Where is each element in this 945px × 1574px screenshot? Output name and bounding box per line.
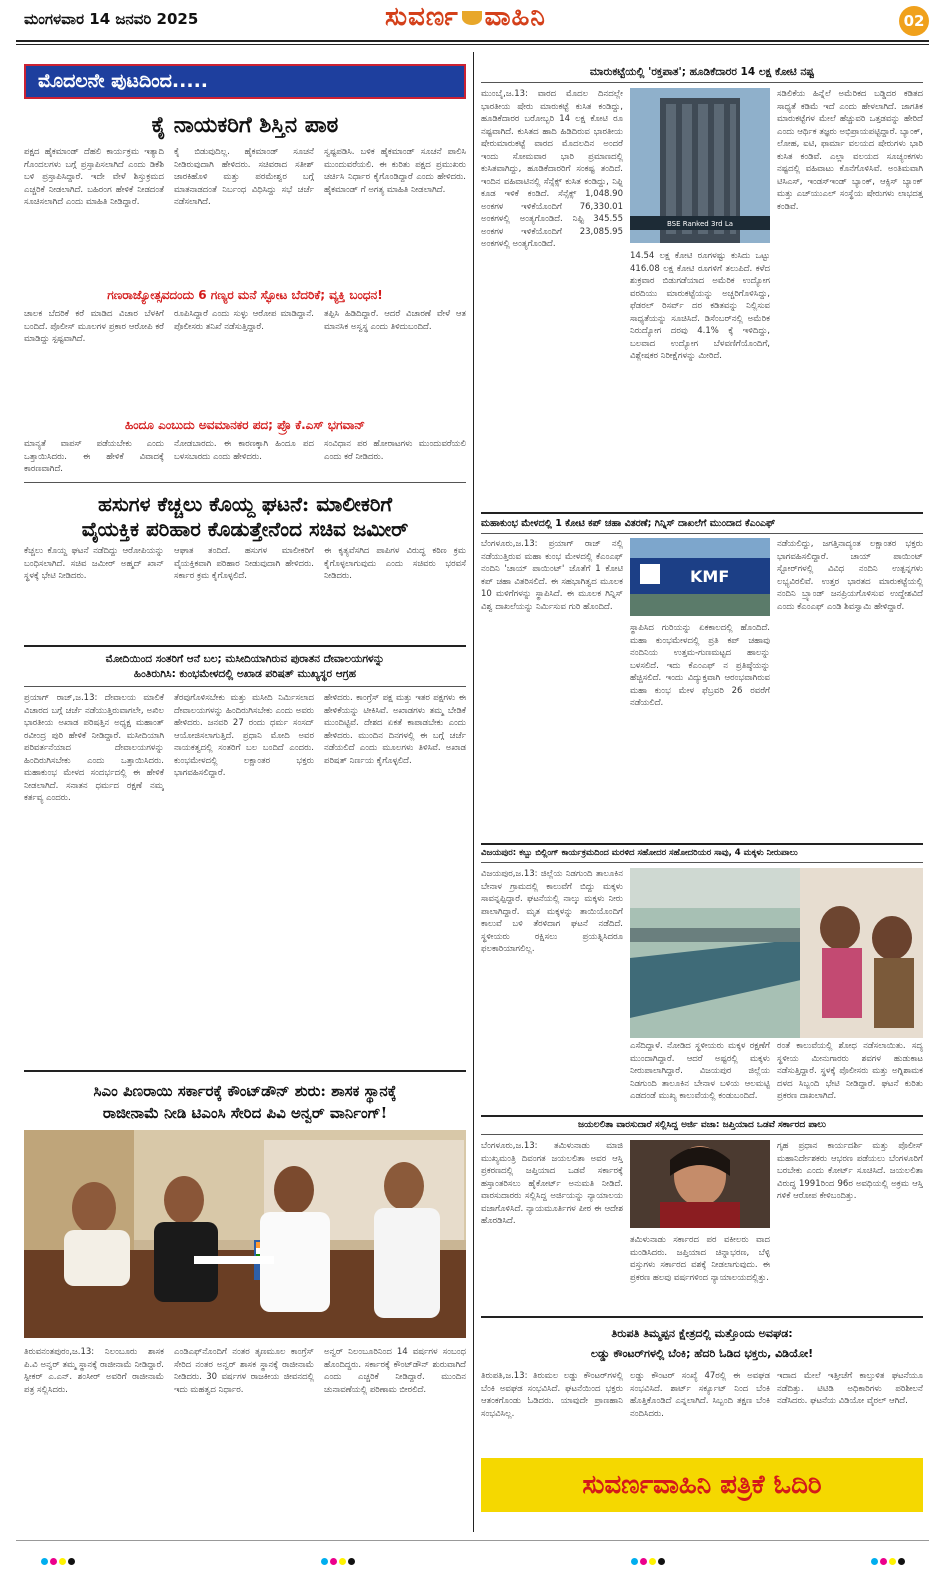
header-rule (16, 40, 929, 42)
kmf-sign-text: KMF (690, 567, 730, 586)
a6-col3: ಅನ್ವರ್ ನಿಲಂಬೂರಿನಿಂದ 14 ವರ್ಷಗಳ ಸಂಬಂಧ ಹೊಂದಿದ್ದರು. ಸರ್ಕಾರಕ್ಕೆ ಕೌಂಟ್‌ಡೌನ್ ಶುರುವಾಗಿದೆ ಎಂದು ಎಚ್ಚರಿಕೆ ನೀಡಿದ್ದಾರೆ. ಮುಂದಿನ ಚುನಾವಣೆಯಲ್ಲಿ ಪರಿಣಾಮ ಬೀರಲಿದೆ. (324, 1347, 466, 1395)
b4-col3: ತಮಿಳುನಾಡು ಸರ್ಕಾರದ ಪರ ವಕೀಲರು ವಾದ ಮಂಡಿಸಿದರು. ಜಪ್ತಿಯಾದ ಚಿನ್ನಾಭರಣ, ಬೆಳ್ಳಿ ವಸ್ತುಗಳು ಸರ್ಕಾರದ ವಶಕ್ಕೆ ನೀಡಲಾಗುವುದು. ಈ ಪ್ರಕರಣ ಹಲವು ವರ್ಷಗಳಿಂದ ನ್ಯಾಯಾಲಯದಲ್ಲಿತ್ತು. (630, 1235, 770, 1283)
headline-b3: ವಿಜಯಪುರ: ಕಬ್ಬು ಬಿಲ್ಲಿಂಗ್ ಕಾರ್ಯಕ್ರಮದಿಂದ ಮರಳಿದ ಸಹೋದರ ಸಹೋದರಿಯರ ಸಾವು, 4 ಮಕ್ಕಳು ನೀರುಪಾಲು (481, 848, 798, 858)
headline-a6-line2: ರಾಜೀನಾಮೆ ನೀಡಿ ಟಿಎಂಸಿ ಸೇರಿದ ಪಿವಿ ಅನ್ವರ್ ವಾರ್ನಿಂಗ್! (102, 1104, 388, 1122)
b3-col1: ವಿಜಯಪುರ,ಜ.13: ಜಿಲ್ಲೆಯ ನಿಡಗುಂದಿ ತಾಲೂಕಿನ ಬೇನಾಳ ಗ್ರಾಮದಲ್ಲಿ ಕಾಲುವೆಗೆ ಬಿದ್ದು ಮಕ್ಕಳು ಸಾವನ್ನಪ್ಪಿದ್ದಾರೆ. ಘಟನೆಯಲ್ಲಿ ನಾಲ್ಕು ಮಕ್ಕಳು ನೀರು ಪಾಲಾಗಿದ್ದಾರೆ. ಮೃತ ಮಕ್ಕಳನ್ನು ತಾಯಿಯೊಂದಿಗೆ ಕಾಲುವೆ ಬಳಿ ತೆರಳಿದಾಗ ಘಟನೆ ನಡೆದಿದೆ. ಸ್ಥಳೀಯರು ರಕ್ಷಿಸಲು ಪ್ರಯತ್ನಿಸಿದರೂ ಫಲಕಾರಿಯಾಗಲಿಲ್ಲ. (481, 869, 623, 954)
canal-photo (630, 868, 923, 1038)
print-registration-marks (630, 1550, 666, 1562)
a5-col3: ಹೇಳಿದರು. ಕಾಂಗ್ರೆಸ್ ಪಕ್ಷ ಮತ್ತು ಇತರ ಪಕ್ಷಗಳು ಈ ಹೇಳಿಕೆಯನ್ನು ಟೀಕಿಸಿವೆ. ಅಖಾಡಗಳು ತಮ್ಮ ಬೇಡಿಕೆ ಮುಂದಿಟ್ಟಿವೆ. ದೇಶದ ಏಕತೆ ಕಾಪಾಡಬೇಕು ಎಂದು ಹೇಳಿದರು. ಮುಂದಿನ ದಿನಗಳಲ್ಲಿ ಈ ಬಗ್ಗೆ ಚರ್ಚೆ ನಡೆಯಲಿದೆ ಎಂದು ಮೂಲಗಳು ತಿಳಿಸಿವೆ. ಅಖಾಡ ಪರಿಷತ್ ನಿರ್ಣಯ ಕೈಗೊಳ್ಳಲಿದೆ. (324, 693, 466, 766)
b5-col1: ತಿರುಪತಿ,ಜ.13: ತಿರುಮಲ ಲಡ್ಡು ಕೌಂಟರ್‌ಗಳಲ್ಲಿ ಬೆಂಕಿ ಅವಘಡ ಸಂಭವಿಸಿದೆ. ಘಟನೆಯಿಂದ ಭಕ್ತರು ಆತಂಕಗೊಂಡು ಓಡಿದರು. ಯಾವುದೇ ಪ್ರಾಣಹಾನಿ ಸಂಭವಿಸಿಲ್ಲ. (481, 1371, 623, 1419)
rule (481, 82, 923, 83)
a1-col2: ಕೈ ಬಿಡುವುದಿಲ್ಲ. ಹೈಕಮಾಂಡ್ ಸೂಚನೆ ನೀಡಿರುವುದಾಗಿ ಹೇಳಿದರು. ಸಚಿವರಾದ ಸತೀಶ್ ಜಾರಕಿಹೊಳಿ ಮತ್ತು ಪರಮೇಶ್ವರ ಬಗ್ಗೆ ಮಾತನಾಡದಂತೆ ನಿರ್ಬಂಧ ವಿಧಿಸಿದ್ದು ಸಭೆ ಚರ್ಚೆ ನಡೆಸಲಾಗಿದೆ. (174, 147, 314, 207)
column-divider (473, 52, 474, 1532)
masthead-part-a: ಸುವರ್ಣ (385, 2, 459, 32)
kmf-photo (630, 538, 770, 616)
a1-col1: ಪಕ್ಷದ ಹೈಕಮಾಂಡ್ ದೆಹಲಿ ಕಾರ್ಯಕ್ರಮ ಇತ್ಯಾದಿ ಗೊಂದಲಗಳು ಬಗ್ಗೆ ಪ್ರಸ್ತಾಪಿಸಲಾಗಿದೆ ಎಂದು ಡಿಕೆಶಿ ಬಳಿ ಪ್ರಸ್ತಾಪಿಸಿದ್ದಾರೆ. ಇದೇ ವೇಳೆ ಶಿಸ್ತುಕ್ರಮದ ಎಚ್ಚರಿಕೆ ನೀಡಲಾಗಿದೆ. ಬಹಿರಂಗ ಹೇಳಿಕೆ ನೀಡದಂತೆ ಸೂಚಿಸಲಾಗಿದೆ ಎಂದು ಮಾಹಿತಿ ನೀಡಿದ್ದಾರೆ. (24, 147, 164, 207)
b1-col3: ಸಡಿಲಿಕೆಯ ಹಿನ್ನೆಲೆ ಅಮೆರಿಕದ ಬಡ್ಡಿದರ ಕಡಿತದ ಸಾಧ್ಯತೆ ಕಡಿಮೆ ಇದೆ ಎಂದು ಹೇಳಲಾಗಿದೆ. ಜಾಗತಿಕ ಮಾರುಕಟ್ಟೆಗಳ ಮೇಲೆ ಹೆಚ್ಚುವರಿ ಒತ್ತಡವನ್ನು ಹೇರಿದೆ ಎಂದು ಆರ್ಥಿಕ ತಜ್ಞರು ಅಭಿಪ್ರಾಯಪಟ್ಟಿದ್ದಾರೆ. ಬ್ಯಾಂಕ್, ಲೋಹ, ಐಟಿ, ಫಾರ್ಮಾ ವಲಯದ ಷೇರುಗಳು ಭಾರಿ ಕುಸಿತ ಕಂಡಿವೆ. ಎಲ್ಲಾ ವಲಯದ ಸೂಚ್ಯಂಕಗಳು ನಷ್ಟದಲ್ಲಿ ವಹಿವಾಟು ಕೊನೆಗೊಳಿಸಿವೆ. ಅಂತಿಮವಾಗಿ ಟಿಸಿಎಸ್, ಇಂಡಸ್‌ಇಂಡ್ ಬ್ಯಾಂಕ್, ಆಕ್ಸಿಸ್ ಬ್ಯಾಂಕ್ ಮತ್ತು ಎಚ್‌ಯುಎಲ್ ಸಂಸ್ಥೆಯ ಷೇರುಗಳು ಲಾಭದತ್ತ ಕಂಡಿವೆ. (777, 89, 923, 212)
a2-col3: ತಪ್ಪಿಸಿ ಹಿಡಿದಿದ್ದಾರೆ. ಆದರೆ ವಿಚಾರಣೆ ವೇಳೆ ಆತ ಮಾನಸಿಕ ಅಸ್ವಸ್ಥ ಎಂದು ತಿಳಿದುಬಂದಿದೆ. (324, 309, 466, 332)
rule (481, 862, 923, 863)
headline-a5-line1: ಮೋದಿಯಿಂದ ಸಂತರಿಗೆ ಆನೆ ಬಲ; ಮಸೀದಿಯಾಗಿರುವ ಪುರಾತನ ದೇವಾಲಯಗಳನ್ನು (105, 653, 385, 665)
rule (481, 1115, 923, 1117)
headline-a4 (24, 492, 466, 542)
a2-col1: ಚಾಲಕ ಬೆದರಿಕೆ ಕರೆ ಮಾಡಿದ ವಿಚಾರ ಬೆಳಕಿಗೆ ಬಂದಿದೆ. ಪೊಲೀಸ್ ಮೂಲಗಳ ಪ್ರಕಾರ ಆರೋಪಿ ಕರೆ ಮಾಡಿದ್ದು ಸ್ಪಷ್ಟವಾಗಿದೆ. (24, 309, 164, 344)
headline-a6-line1: ಸಿಎಂ ಪಿಣರಾಯಿ ಸರ್ಕಾರಕ್ಕೆ ಕೌಂಟ್‌ಡೌನ್ ಶುರು: ಶಾಸಕ ಸ್ಥಾನಕ್ಕೆ (93, 1082, 397, 1100)
print-registration-marks (320, 1550, 356, 1562)
b2-col3: ನಡೆಯಲಿದ್ದು, ಜಗತ್ತಿನಾದ್ಯಂತ ಲಕ್ಷಾಂತರ ಭಕ್ತರು ಭಾಗವಹಿಸಲಿದ್ದಾರೆ. ಚಾಯ್ ಪಾಯಿಂಟ್ ಸ್ಟೋರ್‌ಗಳಲ್ಲಿ ವಿವಿಧ ನಂದಿನಿ ಉತ್ಪನ್ನಗಳು ಲಭ್ಯವಿರಲಿವೆ. ಉತ್ತರ ಭಾರತದ ಮಾರುಕಟ್ಟೆಯಲ್ಲಿ ನಂದಿನಿ ಬ್ರ್ಯಾಂಡ್ ಜನಪ್ರಿಯಗೊಳಿಸುವ ಉದ್ದೇಶವಿದೆ ಎಂದು ಕೆಎಂಎಫ್ ಎಂಡಿ ಶಿವಸ್ವಾಮಿ ಹೇಳಿದ್ದಾರೆ. (777, 539, 923, 612)
section-label: ಮೊದಲನೇ ಪುಟದಿಂದ..... (24, 64, 466, 99)
headline-b2: ಮಹಾಕುಂಭ ಮೇಳದಲ್ಲಿ 1 ಕೋಟಿ ಕಪ್ ಚಹಾ ವಿತರಣೆ; ಗಿನ್ನಿಸ್ ದಾಖಲೆಗೆ ಮುಂದಾದ ಕೆಎಂಎಫ್ (481, 518, 776, 529)
b4-col1: ಬೆಂಗಳೂರು,ಜ.13: ತಮಿಳುನಾಡು ಮಾಜಿ ಮುಖ್ಯಮಂತ್ರಿ ದಿವಂಗತ ಜಯಲಲಿತಾ ಅವರ ಆಸ್ತಿ ಪ್ರಕರಣದಲ್ಲಿ ಜಪ್ತಿಯಾದ ಒಡವೆ ಸರ್ಕಾರಕ್ಕೆ ಹಸ್ತಾಂತರಿಸಲು ಹೈಕೋರ್ಟ್ ಅನುಮತಿ ನೀಡಿದೆ. ವಾರಸುದಾರರು ಸಲ್ಲಿಸಿದ್ದ ಅರ್ಜಿಯನ್ನು ನ್ಯಾಯಾಲಯ ವಜಾಗೊಳಿಸಿದೆ. ನ್ಯಾಯಮೂರ್ತಿಗಳ ಪೀಠ ಈ ಆದೇಶ ಹೊರಡಿಸಿದೆ. (481, 1141, 623, 1226)
a3-col1: ಮಾನ್ಯತೆ ವಾಪಸ್ ಪಡೆಯಬೇಕು ಎಂದು ಒತ್ತಾಯಿಸಿದರು. ಈ ಹೇಳಿಕೆ ವಿವಾದಕ್ಕೆ ಕಾರಣವಾಗಿದೆ. (24, 439, 164, 474)
rule (24, 482, 466, 483)
bse-building-photo (630, 88, 770, 243)
rule (24, 645, 466, 647)
headline-b5-line2: ಲಡ್ಡು ಕೌಂಟರ್‌ಗಳಲ್ಲಿ ಬೆಂಕಿ; ಹೆದರಿ ಓಡಿದ ಭಕ್ತರು, ವಿಡಿಯೋ! (590, 1347, 814, 1360)
headline-a3: ಹಿಂದೂ ಎಂಬುದು ಅವಮಾನಕರ ಪದ; ಪ್ರೊ ಕೆ.ಎಸ್ ಭಗವಾನ್ (124, 418, 365, 432)
b2-col1: ಬೆಂಗಳೂರು,ಜ.13: ಪ್ರಯಾಗ್ ರಾಜ್ ನಲ್ಲಿ ನಡೆಯುತ್ತಿರುವ ಮಹಾ ಕುಂಭ ಮೇಳದಲ್ಲಿ ಕೆಎಂಎಫ್ ನಂದಿನಿ 'ಚಾಯ್ ಪಾಯಿಂಟ್' ಜೊತೆಗೆ 1 ಕೋಟಿ ಕಪ್ ಚಹಾ ವಿತರಿಸಲಿದೆ. ಈ ಸಹಭಾಗಿತ್ವದ ಮೂಲಕ 10 ಮಳಿಗೆಗಳನ್ನು ಸ್ಥಾಪಿಸಿದೆ. ಈ ಮೂಲಕ ಗಿನ್ನಿಸ್ ವಿಶ್ವ ದಾಖಲೆಯನ್ನು ನಿರ್ಮಿಸುವ ಗುರಿ ಹೊಂದಿದೆ. (481, 539, 623, 612)
rule (481, 843, 923, 845)
a4-col3: ಈ ಕೃತ್ಯವೆಸಗಿದ ಪಾಪಿಗಳ ವಿರುದ್ಧ ಕಠಿಣ ಕ್ರಮ ಕೈಗೊಳ್ಳಲಾಗುವುದು ಎಂದು ಸಚಿವರು ಭರವಸೆ ನೀಡಿದರು. (324, 546, 466, 581)
rule (481, 512, 923, 514)
b4-col2: ಗೃಹ ಪ್ರಧಾನ ಕಾರ್ಯದರ್ಶಿ ಮತ್ತು ಪೊಲೀಸ್ ಮಹಾನಿರ್ದೇಶಕರು ಆಭರಣ ಪಡೆಯಲು ಬೆಂಗಳೂರಿಗೆ ಬರಬೇಕು ಎಂದು ಕೋರ್ಟ್ ಸೂಚಿಸಿದೆ. ಜಯಲಲಿತಾ ವಿರುದ್ಧ 1991ರಿಂದ 96ರ ಅವಧಿಯಲ್ಲಿ ಅಕ್ರಮ ಆಸ್ತಿ ಗಳಿಕೆ ಆರೋಪ ಕೇಳಿಬಂದಿತ್ತು. (777, 1141, 923, 1201)
footer-rule (16, 1540, 929, 1541)
b1-col1: ಮುಂಬೈ,ಜ.13: ವಾರದ ಮೊದಲ ದಿನದಲ್ಲೇ ಭಾರತೀಯ ಷೇರು ಮಾರುಕಟ್ಟೆ ಕುಸಿತ ಕಂಡಿದ್ದು, ಹೂಡಿಕೆದಾರರ ಬರೋಬ್ಬರಿ 14 ಲಕ್ಷ ಕೋಟಿ ರೂ ನಷ್ಟವಾಗಿದೆ. ಕುಸಿತದ ಹಾದಿ ಹಿಡಿದಿರುವ ಭಾರತೀಯ ಷೇರುಮಾರುಕಟ್ಟೆ ವಾರದ ಮೊದಲದಿನ ಅಂದರೆ ಇಂದು ಸೋಮವಾರ ಭಾರಿ ಪ್ರಮಾಣದಲ್ಲಿ ಕುಸಿತವಾಗಿದ್ದು, ಹೂಡಿಕೆದಾರರಿಗೆ ಸಂಕಷ್ಟ ತಂದಿದೆ. ಇಂದಿನ ವಹಿವಾಟಿನಲ್ಲಿ ಸೆನ್ಸೆಕ್ಸ್ ಕುಸಿತ ಕಂಡಿದ್ದು, ನಿಫ್ಟಿ ಕೂಡ ಇಳಿಕೆ ಕಂಡಿದೆ. ಸೆನ್ಸೆಕ್ಸ್ 1,048.90 ಅಂಕಗಳ ಇಳಿಕೆಯೊಂದಿಗೆ 76,330.01 ಅಂಕಗಳಲ್ಲಿ ಅಂತ್ಯಗೊಂಡಿದೆ. ನಿಫ್ಟಿ 345.55 ಅಂಕಗಳ ಇಳಿಕೆಯೊಂದಿಗೆ 23,085.95 ಅಂಕಗಳಲ್ಲಿ ಅಂತ್ಯಗೊಂಡಿದೆ. (481, 89, 623, 249)
issue-date: ಮಂಗಳವಾರ 14 ಜನವರಿ 2025 (24, 10, 199, 28)
a3-col2: ನೋಡಬಾರದು. ಈ ಕಾರಣಕ್ಕಾಗಿ ಹಿಂದೂ ಪದ ಬಳಸಬಾರದು ಎಂದು ಹೇಳಿದರು. (174, 439, 314, 462)
b3-col2: ಎಸೆದಿದ್ದಾಳೆ. ನೋಡಿದ ಸ್ಥಳೀಯರು ಮಕ್ಕಳ ರಕ್ಷಣೆಗೆ ಮುಂದಾಗಿದ್ದಾರೆ. ಆದರೆ ಅಷ್ಟರಲ್ಲಿ ಮಕ್ಕಳು ನೀರುಪಾಲಾಗಿದ್ದಾರೆ. ವಿಜಯಪುರ ಜಿಲ್ಲೆಯ ನಿಡಗುಂದಿ ತಾಲೂಕಿನ ಬೇನಾಳ ಬಳಿಯ ಆಲಮಟ್ಟಿ ಎಡದಂಡೆ ಮುಖ್ಯ ಕಾಲುವೆಯಲ್ಲಿ ಕಂಡುಬಂದಿದೆ. (630, 1041, 770, 1101)
rule (24, 1070, 466, 1072)
print-registration-marks (40, 1550, 76, 1562)
headline-b4: ಜಯಲಲಿತಾ ವಾರಸುದಾರೆ ಸಲ್ಲಿಸಿದ್ದ ಅರ್ಜಿ ವಜಾ: ಜಪ್ತಿಯಾದ ಒಡವೆ ಸರ್ಕಾರದ ಪಾಲು (578, 1120, 826, 1130)
page-number: 02 (899, 6, 929, 36)
headline-a5-line2: ಹಿಂತಿರುಗಿಸಿ: ಕುಂಭಮೇಳದಲ್ಲಿ ಅಖಾಡ ಪರಿಷತ್ ಮುಖ್ಯಸ್ಥರ ಆಗ್ರಹ (133, 668, 357, 680)
a1-col3: ಸ್ವಷ್ಟಪಡಿಸಿ. ಬಳಿಕ ಹೈಕಮಾಂಡ್ ಸೂಚನೆ ಪಾಲಿಸಿ ಮುಂದುವರೆಯಲಿ. ಈ ಕುರಿತು ಪಕ್ಷದ ಪ್ರಮುಖರು ಚರ್ಚಿಸಿ ನಿರ್ಧಾರ ಕೈಗೊಂಡಿದ್ದಾರೆ ಎಂದು ಹೇಳಿದರು. ಹೈಕಮಾಂಡ್ ಗೆ ಅಗತ್ಯ ಮಾಹಿತಿ ನೀಡಲಾಗಿದೆ. (324, 147, 466, 195)
headline-a4-line1: ಹಸುಗಳ ಕೆಚ್ಚಲು ಕೊಯ್ದ ಘಟನೆ: ಮಾಲೀಕರಿಗೆ (97, 492, 393, 516)
a2-col2: ರೂಪಿಸಿದ್ದಾರೆ ಎಂದು ಸುಳ್ಳು ಆರೋಪ ಮಾಡಿದ್ದಾನೆ. ಪೊಲೀಸರು ತನಿಖೆ ನಡೆಸುತ್ತಿದ್ದಾರೆ. (174, 309, 314, 332)
b5-col3: ಇದಾದ ಮೇಲೆ ಇತ್ತೀಚೆಗೆ ಕಾಲ್ತುಳಿತ ಘಟನೆಯೂ ನಡೆದಿತ್ತು. ಟಿಟಿಡಿ ಅಧಿಕಾರಿಗಳು ಪರಿಶೀಲನೆ ನಡೆಸಿದರು. ಘಟನೆಯ ವಿಡಿಯೋ ವೈರಲ್ ಆಗಿದೆ. (777, 1371, 923, 1406)
a6-col1: ತಿರುವನಂತಪುರಂ,ಜ.13: ನಿಲಂಬೂರು ಶಾಸಕ ಪಿ.ವಿ ಅನ್ವರ್ ತಮ್ಮ ಸ್ಥಾನಕ್ಕೆ ರಾಜೀನಾಮೆ ನೀಡಿದ್ದಾರೆ. ಸ್ಪೀಕರ್ ಎ.ಎನ್. ಶಂಸೀರ್ ಅವರಿಗೆ ರಾಜೀನಾಮೆ ಪತ್ರ ಸಲ್ಲಿಸಿದರು. (24, 1347, 164, 1395)
a5-col2: ತೆರವುಗೊಳಿಸಬೇಕು ಮತ್ತು ಮಸೀದಿ ನಿರ್ಮಿಸಲಾದ ದೇವಾಲಯಗಳನ್ನು ಹಿಂದಿರುಗಿಸಬೇಕು ಎಂದು ಅವರು ಹೇಳಿದರು. ಜನವರಿ 27 ರಂದು ಧರ್ಮ ಸಂಸದ್ ಆಯೋಜಿಸಲಾಗುತ್ತಿದೆ. ಪ್ರಧಾನಿ ಮೋದಿ ಅವರ ನಾಯಕತ್ವದಲ್ಲಿ ಸಂತರಿಗೆ ಬಲ ಬಂದಿದೆ ಎಂದರು. ಕುಂಭಮೇಳದಲ್ಲಿ ಲಕ್ಷಾಂತರ ಭಕ್ತರು ಭಾಗವಹಿಸಲಿದ್ದಾರೆ. (174, 693, 314, 778)
resignation-photo (24, 1130, 466, 1338)
headline-b5-line1: ತಿರುಪತಿ ತಿಮ್ಮಪ್ಪನ ಕ್ಷೇತ್ರದಲ್ಲಿ ಮತ್ತೊಂದು ಅವಘಡ: (611, 1327, 793, 1340)
print-registration-marks (870, 1550, 906, 1562)
jayalalitha-photo (630, 1140, 770, 1228)
headline-a5 (24, 652, 466, 682)
b1-col2: 14.54 ಲಕ್ಷ ಕೋಟಿ ರೂಗಳಷ್ಟು ಕುಸಿದು ಒಟ್ಟು 416.08 ಲಕ್ಷ ಕೋಟಿ ರೂಗಳಿಗೆ ತಲುಪಿದೆ. ಕಳೆದ ಶುಕ್ರವಾರ ಬಿಡುಗಡೆಯಾದ ಅಮೆರಿಕ ಉದ್ಯೋಗ ವರದಿಯು ಮಾರುಕಟ್ಟೆಯನ್ನು ಅಚ್ಚರಿಗೊಳಿಸಿದ್ದು, ಫೆಡರಲ್ ರಿಸರ್ವ್ ದರ ಕಡಿತವನ್ನು ನಿಲ್ಲಿಸುವ ಸಾಧ್ಯತೆಯನ್ನು ಸೂಚಿಸಿದೆ. ಡಿಸೆಂಬರ್‌ನಲ್ಲಿ ಅಮೆರಿಕ ನಿರುದ್ಯೋಗ ದರವು 4.1% ಕ್ಕೆ ಇಳಿದಿದ್ದು, ಬಲವಾದ ಉದ್ಯೋಗ ಬೆಳವಣಿಗೆಯೊಂದಿಗೆ, ವಿಶ್ಲೇಷಕರ ನಿರೀಕ್ಷೆಗಳನ್ನು ಮೀರಿದೆ. (630, 251, 770, 361)
b2-col2: ಸ್ಥಾಪಿಸಿದ ಗುರಿಯನ್ನು ಏಕಕಾಲದಲ್ಲಿ ಹೊಂದಿದೆ. ಮಹಾ ಕುಂಭಮೇಳದಲ್ಲಿ ಪ್ರತಿ ಕಪ್ ಚಹಾವು ನಂದಿನಿಯ ಉತ್ತಮ-ಗುಣಮಟ್ಟದ ಹಾಲನ್ನು ಬಳಸಲಿದೆ. ಇದು ಕೆಎಂಎಫ್ ನ ಪ್ರತಿಷ್ಠೆಯನ್ನು ಹೆಚ್ಚಿಸಲಿದೆ. ಇಂದು ವಿದ್ಯುಕ್ತವಾಗಿ ಆರಂಭವಾಗಿರುವ ಮಹಾ ಕುಂಭ ಮೇಳ ಫೆಬ್ರವರಿ 26 ರವರೆಗೆ ನಡೆಯಲಿದೆ. (630, 623, 770, 708)
bse-sign-text: BSE Ranked 3rd La (666, 220, 734, 228)
headline-a6 (24, 1080, 466, 1124)
a5-col1: ಪ್ರಯಾಗ್ ರಾಜ್,ಜ.13: ದೇವಾಲಯ ಮಾಲಿಕೆ ವಿಚಾರದ ಬಗ್ಗೆ ಚರ್ಚೆ ನಡೆಯುತ್ತಿರುವಾಗಲೇ, ಅಖಿಲ ಭಾರತೀಯ ಅಖಾಡ ಪರಿಷತ್ತಿನ ಅಧ್ಯಕ್ಷ ಮಹಾಂತ್ ರವೀಂದ್ರ ಪುರಿ ಹೇಳಿಕೆ ನೀಡಿದ್ದಾರೆ. ಮಸೀದಿಯಾಗಿ ಪರಿವರ್ತನೆಯಾದ ದೇವಾಲಯಗಳನ್ನು ಹಿಂದಿರುಗಿಸಬೇಕು ಎಂದು ಒತ್ತಾಯಿಸಿದರು. ಮಹಾಕುಂಭ ಮೇಳದ ಸಂದರ್ಭದಲ್ಲಿ ಈ ಹೇಳಿಕೆ ನೀಡಲಾಗಿದೆ. ಸನಾತನ ಧರ್ಮದ ರಕ್ಷಣೆ ನಮ್ಮ ಕರ್ತವ್ಯ ಎಂದರು. (24, 693, 164, 803)
headline-b1: ಮಾರುಕಟ್ಟೆಯಲ್ಲಿ 'ರಕ್ತಪಾತ'; ಹೂಡಿಕೆದಾರರ 14 ಲಕ್ಷ ಕೋಟಿ ನಷ್ಟ (589, 66, 815, 78)
header-rule-thin (16, 44, 929, 45)
headline-a4-line2: ವೈಯಕ್ತಿಕ ಪರಿಹಾರ ಕೊಡುತ್ತೇನೆಂದ ಸಚಿವ ಜಮೀರ್ (81, 517, 409, 541)
masthead (385, 2, 546, 33)
rule (24, 686, 466, 687)
rule (481, 1134, 923, 1135)
headline-a1: ಕೈ ನಾಯಕರಿಗೆ ಶಿಸ್ತಿನ ಪಾಠ (151, 112, 339, 138)
a4-col1: ಕೆಚ್ಚಲು ಕೊಯ್ದ ಘಟನೆ ನಡೆದಿದ್ದು ಆರೋಪಿಯನ್ನು ಬಂಧಿಸಲಾಗಿದೆ. ಸಚಿವ ಜಮೀರ್ ಅಹ್ಮದ್ ಖಾನ್ ಸ್ಥಳಕ್ಕೆ ಭೇಟಿ ನೀಡಿದರು. (24, 546, 164, 581)
lamp-icon (462, 11, 482, 25)
b3-col3: ರಂತೆ ಕಾಲುವೆಯಲ್ಲಿ ಶೋಧ ನಡೆಸಲಾಯಿತು. ಸದ್ಯ ಸ್ಥಳೀಯ ಮೀನುಗಾರರು ಶವಗಳ ಹುಡುಕಾಟ ನಡೆಸುತ್ತಿದ್ದಾರೆ. ಸ್ಥಳಕ್ಕೆ ಪೊಲೀಸರು ಮತ್ತು ಅಗ್ನಿಶಾಮಕ ದಳದ ಸಿಬ್ಬಂದಿ ಭೇಟಿ ನೀಡಿದ್ದಾರೆ. ಘಟನೆ ಕುರಿತು ಪ್ರಕರಣ ದಾಖಲಾಗಿದೆ. (777, 1041, 923, 1101)
rule (481, 533, 923, 534)
a3-col3: ಸಂವಿಧಾನ ಪರ ಹೋರಾಟಗಳು ಮುಂದುವರೆಯಲಿ ಎಂದು ಕರೆ ನೀಡಿದರು. (324, 439, 466, 462)
masthead-part-b: ವಾಹಿನಿ (484, 2, 546, 32)
headline-a2: ಗಣರಾಜ್ಯೋತ್ಸವದಂದು 6 ಗಣ್ಯರ ಮನೆ ಸ್ಫೋಟ ಬೆದರಿಕೆ; ವ್ಯಕ್ತಿ ಬಂಧನ! (107, 288, 383, 302)
a4-col2: ಆಘಾತ ತಂದಿದೆ. ಹಸುಗಳ ಮಾಲೀಕರಿಗೆ ವೈಯಕ್ತಿಕವಾಗಿ ಪರಿಹಾರ ನೀಡುವುದಾಗಿ ಹೇಳಿದರು. ಸರ್ಕಾರ ಕ್ರಮ ಕೈಗೊಳ್ಳಲಿದೆ. (174, 546, 314, 581)
subscribe-banner: ಸುವರ್ಣವಾಹಿನಿ ಪತ್ರಿಕೆ ಓದಿರಿ (481, 1458, 923, 1512)
b5-col2: ಲಡ್ಡು ಕೌಂಟರ್ ಸಂಖ್ಯೆ 47ರಲ್ಲಿ ಈ ಅವಘಡ ಸಂಭವಿಸಿದೆ. ಶಾರ್ಟ್ ಸರ್ಕ್ಯೂಟ್ ನಿಂದ ಬೆಂಕಿ ಹೊತ್ತಿಕೊಂಡಿದೆ ಎನ್ನಲಾಗಿದೆ. ಸಿಬ್ಬಂದಿ ತಕ್ಷಣ ಬೆಂಕಿ ನಂದಿಸಿದರು. (630, 1371, 770, 1419)
rule (481, 1316, 923, 1318)
a6-col2: ಎಂಡಿಎಫ್‌ನೊಂದಿಗೆ ನಂತರ ತೃಣಮೂಲ ಕಾಂಗ್ರೆಸ್ ಸೇರಿದ ನಂತರ ಅನ್ವರ್ ಶಾಸಕ ಸ್ಥಾನಕ್ಕೆ ರಾಜೀನಾಮೆ ನೀಡಿದರು. 30 ವರ್ಷಗಳ ರಾಜಕೀಯ ಜೀವನದಲ್ಲಿ ಇದು ಮಹತ್ವದ ನಿರ್ಧಾರ. (174, 1347, 314, 1395)
headline-b5 (481, 1324, 923, 1364)
